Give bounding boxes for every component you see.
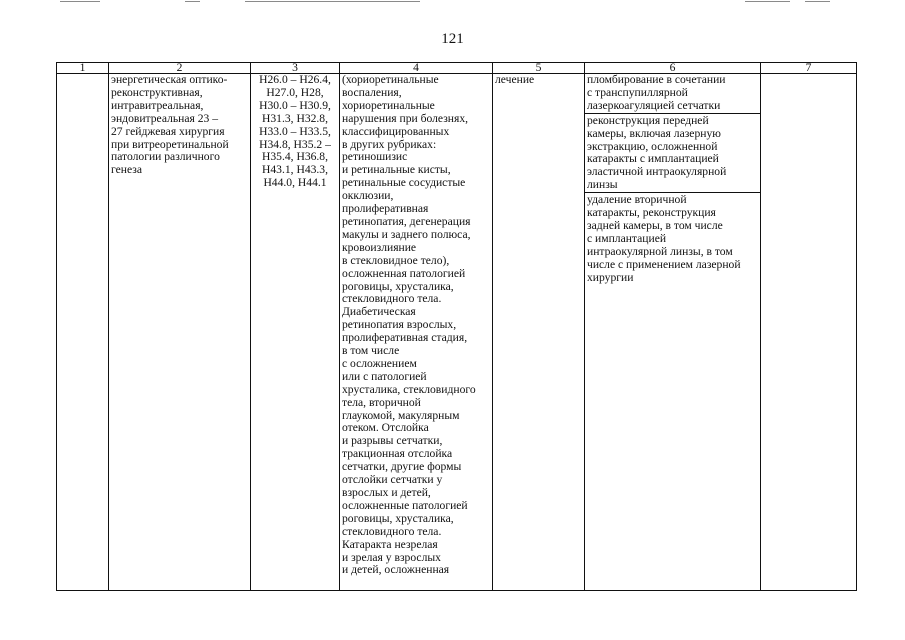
column-number: 6: [585, 63, 761, 74]
column-number: 4: [340, 63, 493, 74]
cell-line: H33.0 – H33.5,: [259, 124, 331, 138]
cell-line: 27 гейджевая хирургия: [111, 124, 225, 138]
column-number: 3: [251, 63, 340, 74]
cell-line: окклюзии,: [342, 189, 394, 203]
cell-line: хориоретинальные: [342, 98, 435, 112]
cell-line: классифицированных: [342, 124, 450, 138]
cell-icd-codes: [251, 74, 340, 591]
cell-treatment-type: лечение: [493, 74, 585, 591]
cell-line: кровоизлияние: [342, 240, 417, 254]
cell-line: в том числе: [342, 344, 400, 358]
cell-line: Диабетическая: [342, 305, 416, 319]
scan-edge-mark: [745, 1, 790, 2]
cell-line: H44.0, H44.1: [263, 176, 327, 190]
cell-line: эластичной интраокулярной: [587, 165, 727, 179]
cell-line: хрусталика, стекловидного: [342, 382, 476, 396]
cell-line: ретинопатия взрослых,: [342, 318, 457, 332]
cell-line: H31.3, H32.8,: [261, 111, 329, 125]
cell-line: реконструктивная,: [111, 85, 203, 99]
cell-line: тела, вторичной: [342, 395, 421, 409]
cell-line: H43.1, H43.3,: [261, 163, 329, 177]
cell-line: эндовитреальная 23 –: [111, 111, 219, 125]
procedures-table: [56, 62, 857, 591]
cell-line: экстракцию, осложненной: [587, 139, 718, 153]
cell-line: глаукомой, макулярным: [342, 408, 460, 422]
scan-edge-mark: [185, 1, 200, 2]
cell-line: интравитреальная,: [111, 98, 204, 112]
cell-line: стекловидного тела.: [342, 524, 442, 538]
cell-line: патологии различного: [111, 150, 220, 164]
page-number: 121: [441, 31, 464, 47]
cell-line: Катаракта незрелая: [342, 537, 438, 551]
cell-col1: [57, 74, 109, 591]
cell-line: и ретинальные кисты,: [342, 163, 451, 177]
cell-treatment-methods: [585, 74, 761, 591]
cell-line: и зрелая у взрослых: [342, 550, 441, 564]
cell-line: нарушения при болезнях,: [342, 111, 469, 125]
cell-line: генеза: [111, 163, 142, 177]
cell-line: отеком. Отслойка: [342, 421, 429, 435]
cell-line: катаракты с имплантацией: [587, 152, 719, 166]
cell-method: [109, 74, 251, 591]
cell-line: ретиношизис: [342, 150, 408, 164]
cell-line: ретинальные сосудистые: [342, 176, 466, 190]
cell-line: осложненная патологией: [342, 266, 466, 280]
cell-line: задней камеры, в том числе: [587, 218, 723, 232]
cell-line: роговицы, хрусталика,: [342, 511, 454, 525]
cell-line: камеры, включая лазерную: [587, 126, 721, 140]
column-number: 7: [761, 63, 857, 74]
cell-line: реконструкция передней: [587, 113, 709, 127]
cell-line: интраокулярной линзы, в том: [587, 244, 733, 258]
table-row: [57, 74, 857, 591]
cell-line: или с патологией: [342, 369, 427, 383]
cell-line: с осложнением: [342, 356, 417, 370]
cell-line: и детей, осложненная: [342, 563, 450, 577]
cell-line: отслойки сетчатки у: [342, 473, 443, 487]
cell-line: (хориоретинальные: [342, 73, 439, 86]
cell-line: H35.4, H36.8,: [261, 150, 329, 164]
cell-line: числе с применением лазерной: [587, 257, 741, 271]
cell-line: при витреоретинальной: [111, 137, 229, 151]
cell-line: взрослых и детей,: [342, 486, 431, 499]
column-number: 2: [109, 63, 251, 74]
cell-line: в других рубриках:: [342, 137, 437, 151]
cell-line: энергетическая оптико-: [111, 73, 228, 86]
cell-line: с имплантацией: [587, 231, 667, 245]
cell-line: с транспупиллярной: [587, 85, 688, 99]
cell-line: линзы: [587, 178, 618, 192]
column-number-row: [57, 63, 857, 74]
cell-line: макулы и заднего полюса,: [342, 227, 471, 241]
cell-line: H26.0 – H26.4,: [259, 73, 331, 86]
cell-line: воспаления,: [342, 85, 402, 99]
column-number: 5: [493, 63, 585, 74]
treatment-method-item: [585, 74, 760, 114]
cell-line: удаление вторичной: [587, 193, 687, 207]
cell-line: H30.0 – H30.9,: [259, 98, 331, 112]
scan-edge-mark: [60, 1, 100, 2]
cell-line: осложненные патологией: [342, 498, 468, 512]
cell-diagnosis: [340, 74, 493, 591]
cell-line: H27.0, H28,: [266, 85, 324, 99]
cell-line: сетчатки, другие формы: [342, 460, 462, 474]
cell-line: H34.8, H35.2 –: [259, 137, 331, 151]
cell-line: пролиферативная стадия,: [342, 331, 468, 345]
cell-line: стекловидного тела.: [342, 292, 442, 306]
treatment-method-item: [585, 114, 760, 193]
cell-col7: [761, 74, 857, 591]
cell-line: тракционная отслойка: [342, 447, 453, 461]
scan-edge-mark: [245, 1, 420, 2]
cell-line: и разрывы сетчатки,: [342, 434, 443, 448]
cell-line: катаракты, реконструкция: [587, 206, 716, 220]
cell-line: хирургии: [587, 270, 634, 284]
cell-line: пломбирование в сочетании: [587, 73, 726, 86]
cell-line: в стекловидное тело),: [342, 253, 450, 267]
cell-line: роговицы, хрусталика,: [342, 279, 454, 293]
cell-line: ретинопатия, дегенерация: [342, 214, 471, 228]
column-number: 1: [57, 63, 109, 74]
treatment-method-item: [585, 193, 760, 284]
cell-line: лазеркоагуляцией сетчатки: [587, 98, 721, 112]
scan-edge-mark: [805, 1, 830, 2]
cell-line: пролиферативная: [342, 202, 429, 216]
